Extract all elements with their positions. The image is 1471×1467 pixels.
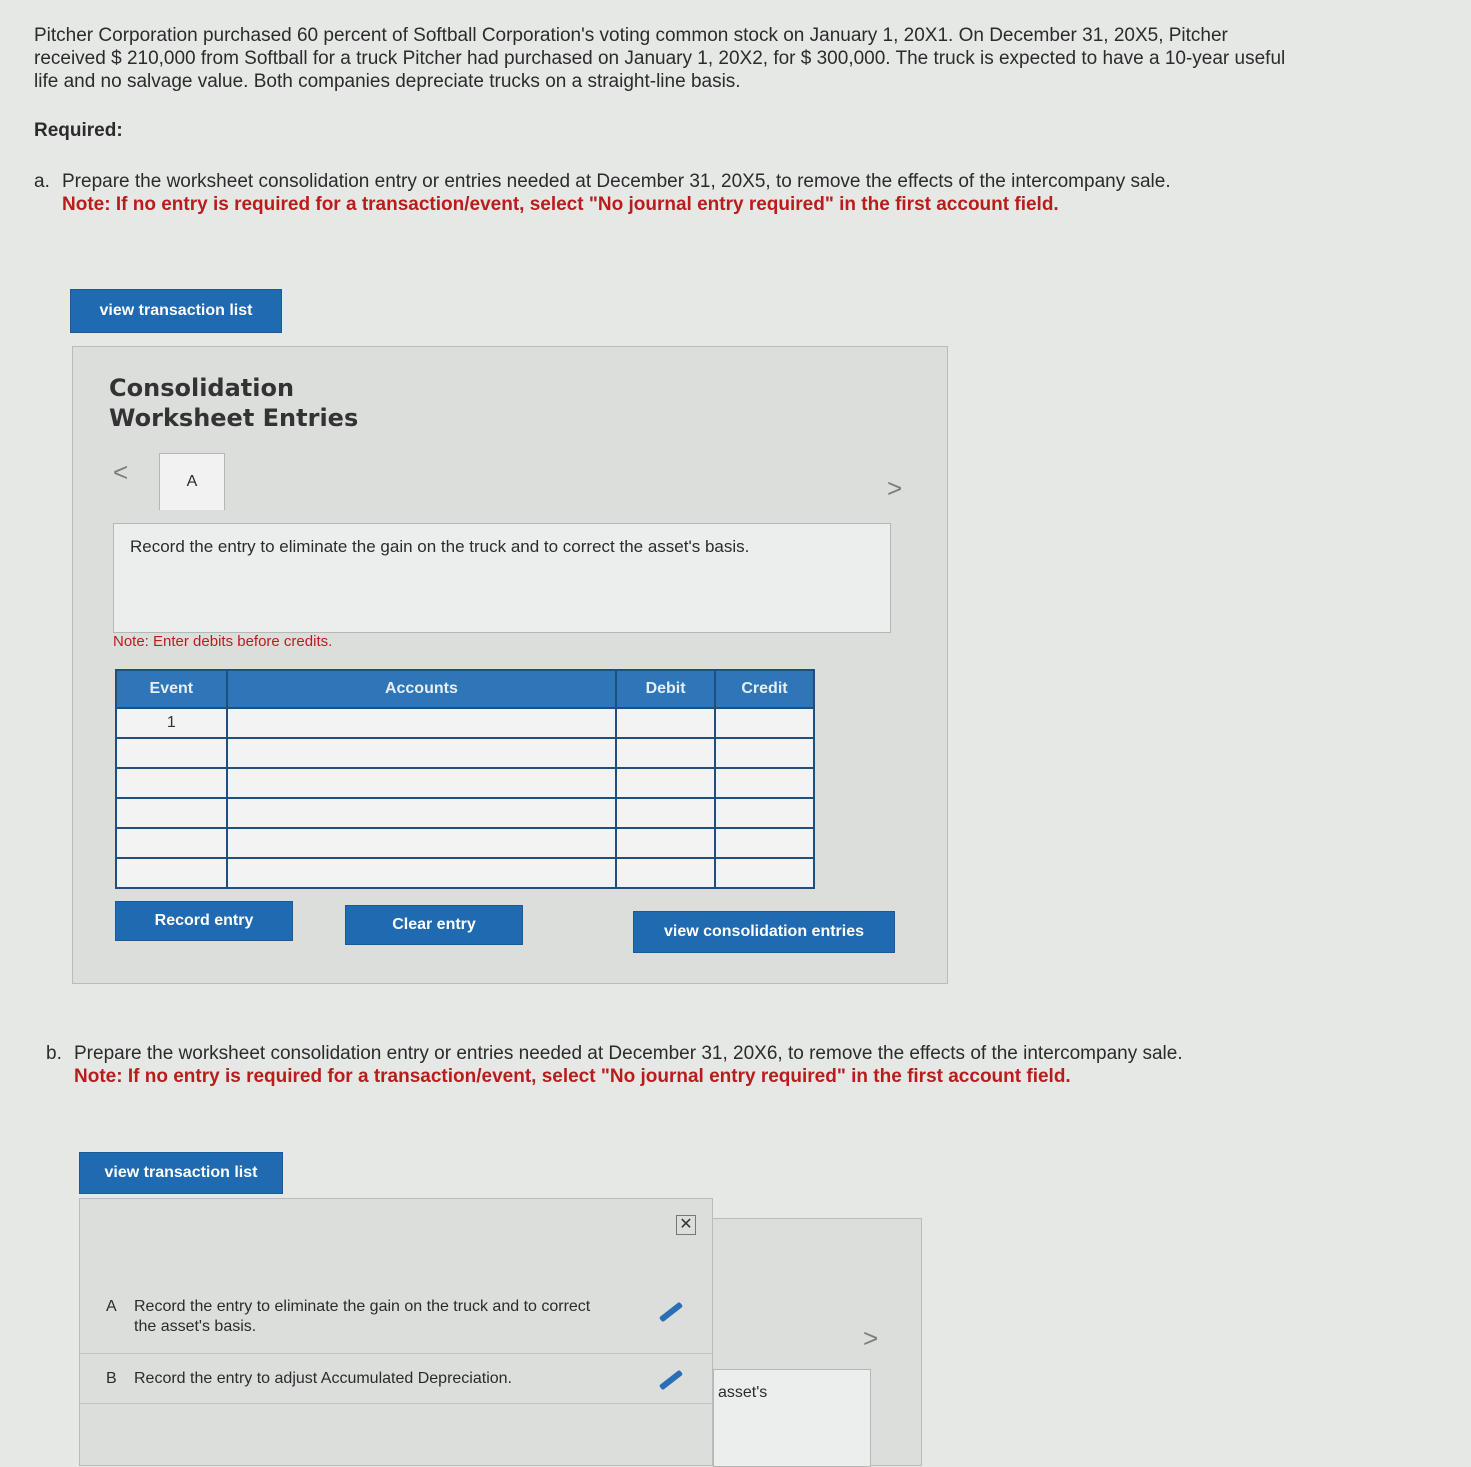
journal-entry-table: [115, 669, 815, 889]
debits-note: Note: Enter debits before credits.: [113, 633, 333, 650]
worksheet-panel-b: [712, 1218, 922, 1466]
credit-input[interactable]: [715, 738, 814, 768]
debit-input[interactable]: [616, 768, 715, 798]
account-select[interactable]: [227, 858, 616, 888]
debit-header: Debit: [616, 670, 715, 708]
instruction-box: Record the entry to eliminate the gain on the truck and to correct the asset's basis.: [113, 523, 891, 633]
prev-chevron-icon[interactable]: <: [113, 457, 129, 487]
tab-a[interactable]: A: [159, 453, 225, 510]
list-item[interactable]: [80, 1353, 712, 1404]
accounts-header: Accounts: [227, 670, 616, 708]
table-row: [116, 798, 814, 828]
part-b-text: Prepare the worksheet consolidation entry or entries needed at December 31, 20X6, to remove the effects of the intercompany sale.: [74, 1043, 1183, 1064]
instruction-box-fragment: asset's: [713, 1369, 871, 1467]
view-transaction-list-button[interactable]: view transaction list: [70, 289, 282, 333]
debit-input[interactable]: [616, 858, 715, 888]
list-item-letter: A: [106, 1298, 117, 1315]
account-select[interactable]: [227, 768, 616, 798]
list-item-letter: B: [106, 1370, 117, 1387]
part-a-text: Prepare the worksheet consolidation entry or entries needed at December 31, 20X5, to remove the effects of the intercompany sale.: [62, 171, 1171, 192]
list-item-text: Record the entry to eliminate the gain on the truck and to correct the asset's basis.: [134, 1298, 591, 1335]
event-header: Event: [116, 670, 227, 708]
next-chevron-icon[interactable]: >: [863, 1323, 879, 1353]
part-b-question: [46, 1042, 1286, 1088]
event-cell: 1: [116, 708, 227, 738]
view-consolidation-entries-button[interactable]: view consolidation entries: [633, 911, 895, 953]
credit-header: Credit: [715, 670, 814, 708]
debit-input[interactable]: [616, 738, 715, 768]
account-select[interactable]: [227, 708, 616, 738]
credit-input[interactable]: [715, 708, 814, 738]
edit-pencil-icon[interactable]: [659, 1302, 683, 1323]
debit-input[interactable]: [616, 798, 715, 828]
account-select[interactable]: [227, 738, 616, 768]
clear-entry-button[interactable]: Clear entry: [345, 905, 523, 945]
part-a-marker: a.: [34, 171, 50, 192]
account-select[interactable]: [227, 828, 616, 858]
debit-input[interactable]: [616, 708, 715, 738]
table-row: [116, 828, 814, 858]
required-label: Required:: [34, 120, 123, 141]
debit-input[interactable]: [616, 828, 715, 858]
part-a-note: Note: If no entry is required for a transaction/event, select "No journal entry required" in the first account field.: [62, 194, 1059, 215]
credit-input[interactable]: [715, 798, 814, 828]
event-cell: [116, 798, 227, 828]
credit-input[interactable]: [715, 828, 814, 858]
event-cell: [116, 738, 227, 768]
record-entry-button[interactable]: Record entry: [115, 901, 293, 941]
close-icon[interactable]: ✕: [676, 1215, 696, 1235]
edit-pencil-icon[interactable]: [659, 1370, 683, 1391]
worksheet-title: Consolidation Worksheet Entries: [109, 374, 359, 432]
table-row: [116, 738, 814, 768]
next-chevron-icon[interactable]: >: [887, 473, 903, 503]
problem-statement: Pitcher Corporation purchased 60 percent of Softball Corporation's voting common stock on January 1, 20X1. On December 31, 20X5, Pitcher received $ 210,000 from Softball for a truck Pitcher had purchased on January 1, 20X2, for $ 300,000. The truck is expected to have a 10-year useful life and no salvage value. Both companies depreciate trucks on a straight-line basis.: [34, 25, 1286, 92]
part-a-question: [34, 170, 1274, 216]
credit-input[interactable]: [715, 858, 814, 888]
transaction-list-popup: [79, 1198, 713, 1466]
worksheet-panel: [72, 346, 948, 984]
credit-input[interactable]: [715, 768, 814, 798]
event-cell: [116, 768, 227, 798]
event-cell: [116, 828, 227, 858]
list-item-text: Record the entry to adjust Accumulated Depreciation.: [134, 1370, 512, 1387]
account-select[interactable]: [227, 798, 616, 828]
part-b-marker: b.: [46, 1043, 62, 1064]
part-b-note: Note: If no entry is required for a transaction/event, select "No journal entry required" in the first account field.: [74, 1066, 1071, 1087]
table-row: [116, 708, 814, 738]
view-transaction-list-button-b[interactable]: view transaction list: [79, 1152, 283, 1194]
event-cell: [116, 858, 227, 888]
list-item[interactable]: [80, 1283, 712, 1354]
table-row: [116, 768, 814, 798]
table-row: [116, 858, 814, 888]
